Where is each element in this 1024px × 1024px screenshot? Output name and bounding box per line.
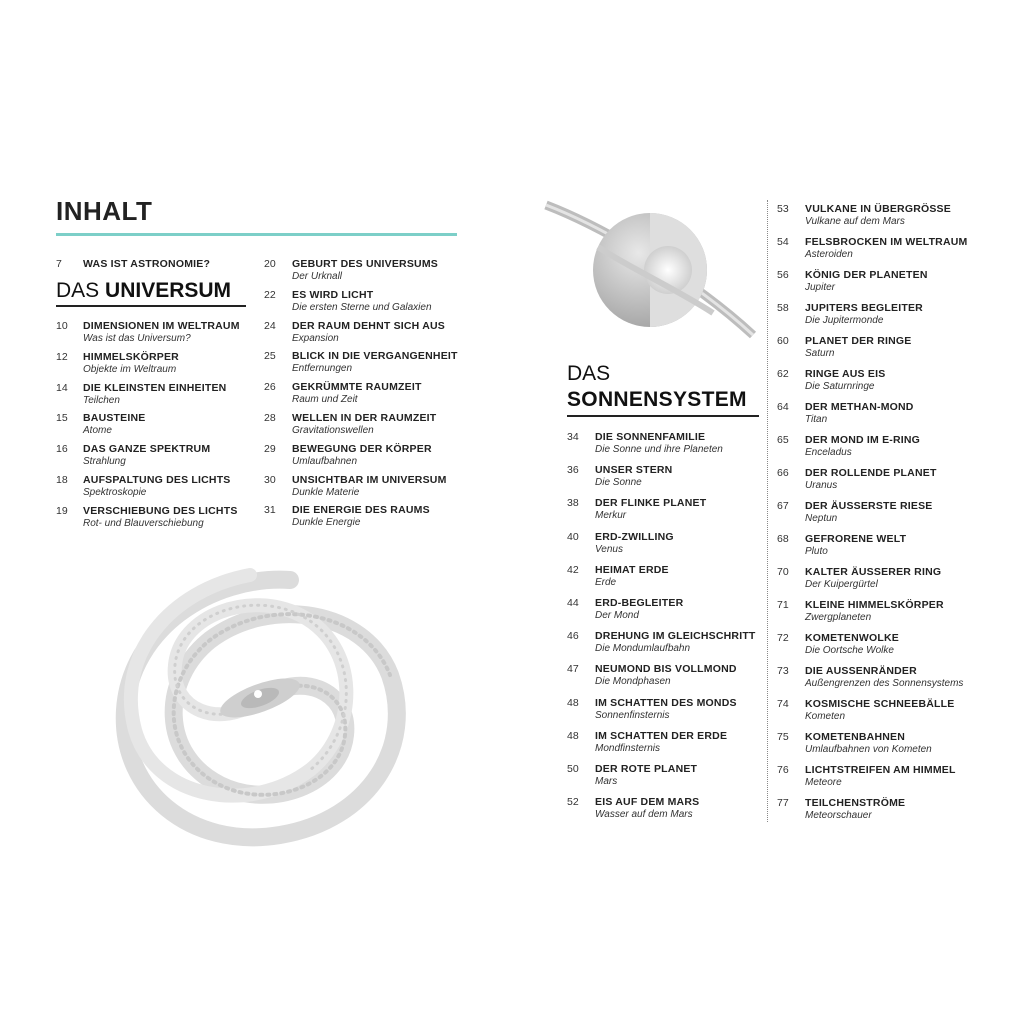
entry-subtitle: Sonnenfinsternis	[595, 709, 670, 721]
entry-title: DER ÄUSSERSTE RIESE	[805, 500, 933, 512]
entry-subtitle: Die Mondumlaufbahn	[595, 643, 691, 655]
entry-title: EIS AUF DEM MARS	[595, 796, 700, 809]
entry-subtitle: Expansion	[292, 332, 339, 344]
column-divider	[767, 200, 768, 822]
page-title: INHALT	[56, 196, 153, 226]
entry-title: HIMMELSKÖRPER	[83, 350, 179, 363]
entry-subtitle: Neptun	[805, 513, 838, 524]
entry-title: BAUSTEINE	[83, 412, 146, 425]
entry-subtitle: Die Saturnringe	[805, 381, 875, 392]
section-heading-sonnensystem: SONNENSYSTEM	[567, 388, 747, 411]
entry-title: RINGE AUS EIS	[805, 368, 886, 380]
page-number: 16	[56, 443, 68, 456]
page-number: 50	[567, 763, 579, 775]
entry-subtitle: Außengrenzen des Sonnensystems	[805, 678, 964, 689]
entry-title: TEILCHENSTRÖME	[805, 797, 906, 809]
entry-title: DER ROTE PLANET	[595, 763, 698, 775]
page-number: 28	[264, 412, 276, 424]
entry-title: VULKANE IN ÜBERGRÖSSE	[805, 203, 951, 215]
page-number: 68	[777, 533, 789, 545]
entry-subtitle: Uranus	[805, 480, 838, 491]
entry-title: UNSICHTBAR IM UNIVERSUM	[292, 473, 447, 486]
entry-subtitle: Dunkle Materie	[292, 486, 360, 498]
page-number: 14	[56, 381, 68, 394]
page-number: 48	[567, 696, 579, 709]
entry-title: DIE AUSSENRÄNDER	[805, 665, 917, 677]
page-number: 47	[567, 663, 579, 676]
entry-title: DIE KLEINSTEN EINHEITEN	[83, 381, 227, 394]
entry-title: LICHTSTREIFEN AM HIMMEL	[805, 764, 956, 776]
entry-subtitle: Der Mond	[595, 610, 639, 621]
entry-title: WELLEN IN DER RAUMZEIT	[292, 412, 437, 424]
page-number: 34	[567, 431, 579, 443]
page-number: 62	[777, 368, 789, 380]
page-number: 31	[264, 504, 276, 517]
page-number: 65	[777, 434, 789, 446]
entry-subtitle: Asteroiden	[805, 249, 853, 260]
entry-subtitle: Der Urknall	[292, 271, 343, 282]
entry-subtitle: Umlaufbahnen	[292, 455, 358, 467]
entry-title: PLANET DER RINGE	[805, 335, 912, 347]
title-accent-rule	[56, 233, 457, 236]
section-rule	[56, 305, 246, 307]
page-number: 40	[567, 530, 579, 543]
entry-subtitle: Raum und Zeit	[292, 394, 358, 406]
entry-subtitle: Mondfinsternis	[595, 742, 661, 754]
entry-title: KÖNIG DER PLANETEN	[805, 269, 928, 281]
entry-subtitle: Enceladus	[805, 447, 852, 458]
saturn-illustration	[538, 195, 763, 360]
page-number: 74	[777, 698, 789, 710]
page-number: 70	[777, 566, 789, 578]
entry-subtitle: Die Sonne	[595, 477, 642, 489]
entry-subtitle: Teilchen	[83, 394, 120, 406]
entry-subtitle: Meteore	[805, 777, 842, 788]
entry-subtitle: Die ersten Sterne und Galaxien	[292, 301, 432, 313]
section-heading-bold: UNIVERSUM	[105, 279, 232, 302]
entry-subtitle: Spektroskopie	[83, 487, 147, 498]
entry-subtitle: Zwergplaneten	[805, 612, 872, 623]
page-number: 22	[264, 288, 276, 301]
entry-subtitle: Wasser auf dem Mars	[595, 809, 693, 821]
entry-title: KOSMISCHE SCHNEEBÄLLE	[805, 698, 955, 710]
entry-subtitle: Erde	[595, 576, 617, 588]
entry-title: DER RAUM DEHNT SICH AUS	[292, 319, 445, 332]
page-number: 15	[56, 412, 68, 425]
entry-subtitle: Dunkle Energie	[292, 517, 361, 529]
entry-title: DER MOND IM E-RING	[805, 434, 921, 446]
page-number: 18	[56, 474, 68, 486]
entry-title: GEKRÜMMTE RAUMZEIT	[292, 381, 422, 394]
entry-title: GEBURT DES UNIVERSUMS	[292, 258, 438, 270]
entry-subtitle: Strahlung	[83, 456, 126, 468]
entry-title: DAS GANZE SPEKTRUM	[83, 443, 211, 456]
page-number: 76	[777, 764, 789, 776]
page-number: 20	[264, 258, 276, 270]
page-number: 36	[567, 464, 579, 477]
entry-subtitle: Meteorschauer	[805, 810, 872, 821]
entry-subtitle: Was ist das Universum?	[83, 333, 191, 344]
page-number: 77	[777, 797, 789, 809]
entry-subtitle: Atome	[83, 425, 112, 437]
section-heading-universum	[56, 279, 231, 303]
entry-title: DREHUNG IM GLEICHSCHRITT	[595, 630, 756, 643]
entry-title: ERD-ZWILLING	[595, 530, 674, 543]
entry-title: FELSBROCKEN IM WELTRAUM	[805, 236, 968, 248]
entry-title: DIE ENERGIE DES RAUMS	[292, 504, 430, 517]
page-number: 42	[567, 563, 579, 576]
entry-subtitle: Rot- und Blauverschiebung	[83, 517, 204, 529]
entry-subtitle: Saturn	[805, 348, 835, 359]
entry-subtitle: Die Jupitermonde	[805, 315, 884, 326]
page-number: 72	[777, 632, 789, 644]
entry-title: ERD-BEGLEITER	[595, 597, 684, 609]
galaxy-illustration	[100, 560, 420, 850]
entry-title: DIMENSIONEN IM WELTRAUM	[83, 320, 240, 332]
page-number: 29	[264, 442, 276, 455]
entry-title: KOMETENBAHNEN	[805, 731, 906, 743]
entry-subtitle: Die Sonne und ihre Planeten	[595, 444, 723, 455]
entry-title: IM SCHATTEN DER ERDE	[595, 729, 728, 742]
entry-title: BLICK IN DIE VERGANGENHEIT	[292, 350, 458, 363]
entry-subtitle: Jupiter	[805, 282, 836, 293]
page-number: 46	[567, 630, 579, 643]
entry-title: IM SCHATTEN DES MONDS	[595, 696, 737, 709]
entry-subtitle: Merkur	[595, 510, 627, 522]
page-number: 54	[777, 236, 789, 248]
page-number: 24	[264, 319, 276, 332]
entry-title: VERSCHIEBUNG DES LICHTS	[83, 504, 238, 517]
entry-subtitle: Umlaufbahnen von Kometen	[805, 744, 932, 755]
entry-title: KALTER ÄUSSERER RING	[805, 566, 942, 578]
entry-subtitle: Titan	[805, 414, 828, 425]
page-number: 25	[264, 350, 276, 363]
entry-title: GEFRORENE WELT	[805, 533, 907, 545]
page-number: 10	[56, 320, 68, 332]
entry-subtitle: Die Mondphasen	[595, 676, 671, 688]
page-number: 44	[567, 597, 579, 609]
entry-title: DER METHAN-MOND	[805, 401, 914, 413]
entry-title: AUFSPALTUNG DES LICHTS	[83, 474, 231, 486]
entry-subtitle: Kometen	[805, 711, 846, 722]
entry-subtitle: Objekte im Weltraum	[83, 363, 177, 375]
page-number: 60	[777, 335, 789, 347]
entry-subtitle: Mars	[595, 776, 618, 787]
entry-title: BEWEGUNG DER KÖRPER	[292, 442, 432, 455]
entry-title: DER ROLLENDE PLANET	[805, 467, 937, 479]
page-number: 66	[777, 467, 789, 479]
page-number: 67	[777, 500, 789, 512]
page-number: 12	[56, 350, 68, 363]
entry-title: DER FLINKE PLANET	[595, 497, 707, 510]
page-number: 71	[777, 599, 789, 611]
entry-subtitle: Gravitationswellen	[292, 425, 374, 436]
page-number: 64	[777, 401, 789, 413]
entry-subtitle: Venus	[595, 543, 623, 555]
section-heading-prefix: DAS	[567, 362, 611, 385]
page-number: 58	[777, 302, 789, 314]
page-number: 26	[264, 381, 276, 394]
page-number: 52	[567, 796, 579, 809]
page-number: 73	[777, 665, 789, 677]
entry-title: ES WIRD LICHT	[292, 288, 374, 301]
entry-title: KOMETENWOLKE	[805, 632, 899, 644]
entry-subtitle: Entfernungen	[292, 363, 353, 375]
entry-title: DIE SONNENFAMILIE	[595, 431, 706, 443]
section-heading-prefix: DAS	[56, 279, 100, 302]
page-number: 56	[777, 269, 789, 281]
entry-title: UNSER STERN	[595, 464, 673, 477]
page-number: 19	[56, 504, 68, 517]
section-rule	[567, 415, 759, 417]
entry-title: JUPITERS BEGLEITER	[805, 302, 923, 314]
entry-subtitle: Vulkane auf dem Mars	[805, 216, 905, 227]
entry-title: HEIMAT ERDE	[595, 563, 669, 576]
page-number: 7	[56, 258, 62, 270]
entry-subtitle: Pluto	[805, 546, 828, 557]
page-number: 30	[264, 473, 276, 486]
page-number: 38	[567, 497, 579, 510]
entry-subtitle: Der Kuipergürtel	[805, 579, 878, 590]
entry-title: WAS IST ASTRONOMIE?	[83, 258, 211, 270]
page-number: 53	[777, 203, 789, 215]
entry-title: KLEINE HIMMELSKÖRPER	[805, 599, 944, 611]
page-number: 48	[567, 729, 579, 742]
page-number: 75	[777, 731, 789, 743]
entry-subtitle: Die Oortsche Wolke	[805, 645, 894, 656]
entry-title: NEUMOND BIS VOLLMOND	[595, 663, 737, 676]
